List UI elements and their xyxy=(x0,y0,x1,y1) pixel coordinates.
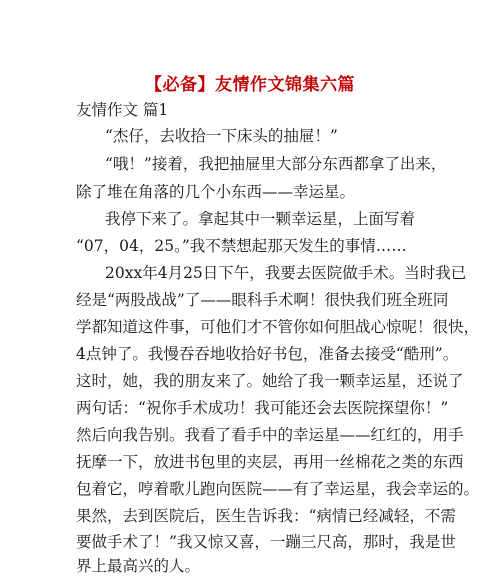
paragraph-line: 两句话：“祝你手术成功！我可能还会去医院探望你！” xyxy=(76,399,449,417)
paragraph-line: 要做手术了！”我又惊又喜，一蹦三尺高，那时，我是世 xyxy=(76,533,456,551)
paragraph-line: 包着它，哼着歌儿跑向医院——有了幸运星，我会幸运的。 xyxy=(76,480,480,498)
paragraph-line: 界上最高兴的人。 xyxy=(76,557,201,575)
paragraph-line: 果然，去到医院后，医生告诉我：“病情已经减轻，不需 xyxy=(76,507,456,525)
paragraph-line: 这时，她，我的朋友来了。她给了我一颗幸运星，还说了 xyxy=(76,372,464,390)
paragraph-line: “杰仔，去收拾一下床头的抽屉！” xyxy=(105,127,338,145)
paragraph-line: “07，04，25。”我不禁想起那天发生的事情…… xyxy=(76,237,407,255)
paragraph-line: 4点钟了。我慢吞吞地收拾好书包，准备去接受“酷刑”。 xyxy=(76,345,459,363)
paragraph-line: 然后向我告别。我看了看手中的幸运星——红红的，用手 xyxy=(76,426,464,444)
paragraph-line: “哦！”接着，我把抽屉里大部分东西都拿了出来， xyxy=(105,155,447,173)
paragraph-line: 学都知道这件事，可他们才不管你如何胆战心惊呢！很快， xyxy=(76,318,480,336)
paragraph-line: 除了堆在角落的几个小东西——幸运星。 xyxy=(76,183,356,201)
paragraph-line: 20xx年4月25日下午，我要去医院做手术。当时我已 xyxy=(105,264,467,282)
paragraph-line: 经是“两股战战”了——眼科手术啊！很快我们班全班同 xyxy=(76,291,449,309)
paragraph-line: 我停下来了。拿起其中一颗幸运星，上面写着 xyxy=(105,210,416,228)
section-heading: 友情作文 篇1 xyxy=(76,101,169,119)
paragraph-line: 抚摩一下，放进书包里的夹层，再用一丝棉花之类的东西 xyxy=(76,453,464,471)
document-title: 【必备】友情作文锦集六篇 xyxy=(145,75,355,95)
